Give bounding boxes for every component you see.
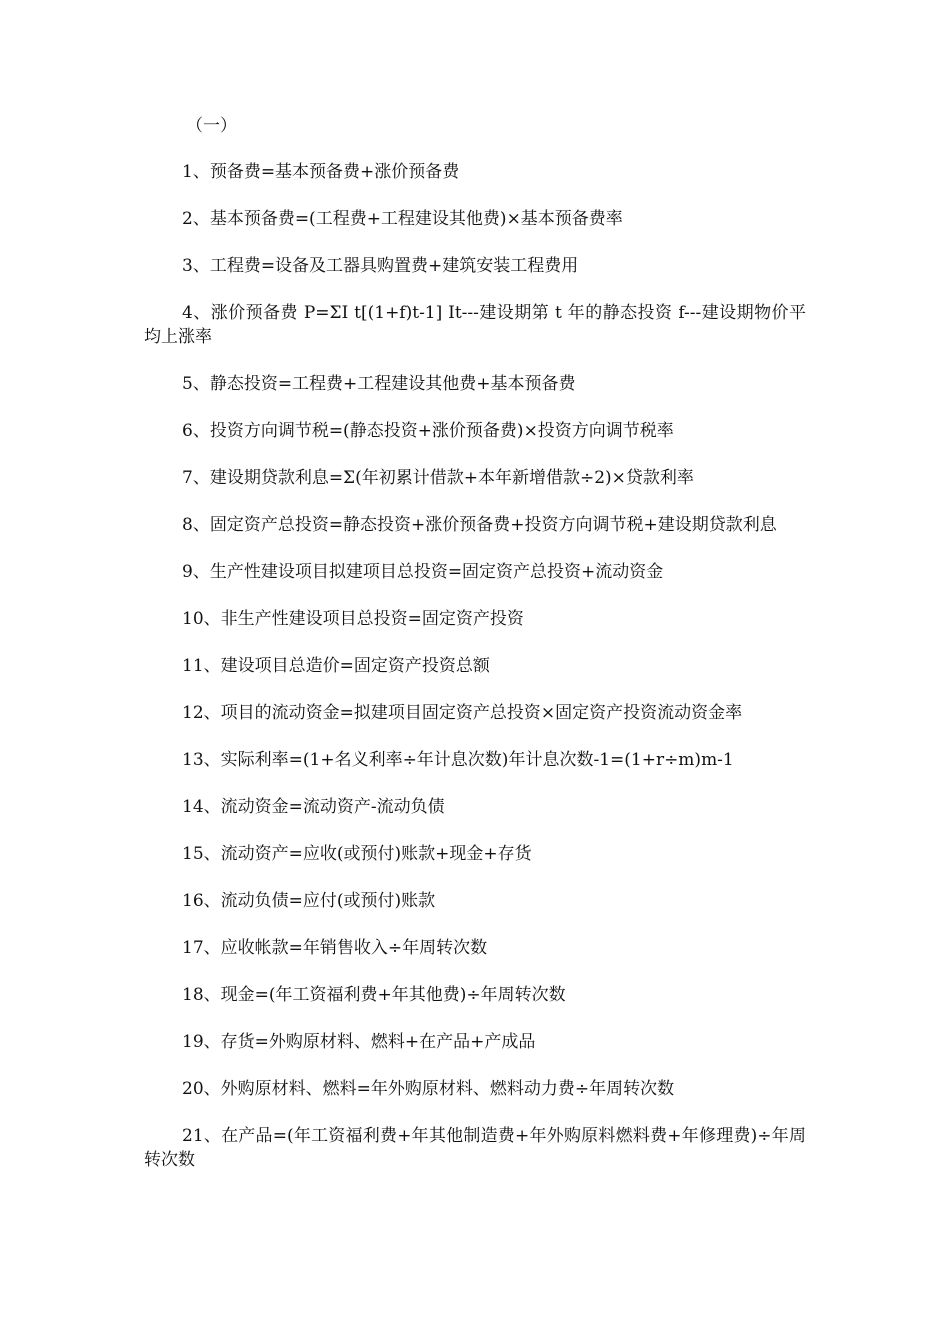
formula-item-18: 18、现金=(年工资福利费+年其他费)÷年周转次数 (182, 985, 566, 1005)
formula-item-6: 6、投资方向调节税=(静态投资+涨价预备费)×投资方向调节税率 (182, 421, 674, 441)
formula-list (144, 160, 806, 1195)
formula-item-19: 19、存货=外购原材料、燃料+在产品+产成品 (182, 1032, 536, 1052)
formula-item-1: 1、预备费=基本预备费+涨价预备费 (182, 162, 460, 182)
formula-item-12: 12、项目的流动资金=拟建项目固定资产总投资×固定资产投资流动资金率 (182, 703, 743, 723)
formula-item-7: 7、建设期贷款利息=Σ(年初累计借款+本年新增借款÷2)×贷款利率 (182, 468, 694, 488)
formula-item-8: 8、固定资产总投资=静态投资+涨价预备费+投资方向调节税+建设期贷款利息 (182, 515, 777, 535)
formula-item-11: 11、建设项目总造价=固定资产投资总额 (182, 656, 490, 676)
formula-item-14: 14、流动资金=流动资产-流动负债 (182, 797, 445, 817)
formula-item-5: 5、静态投资=工程费+工程建设其他费+基本预备费 (182, 374, 576, 394)
formula-item-10: 10、非生产性建设项目总投资=固定资产投资 (182, 609, 524, 629)
formula-item-16: 16、流动负债=应付(或预付)账款 (182, 891, 436, 911)
formula-item-4: 4、涨价预备费 P=ΣI t[(1+f)t-1] It---建设期第 t 年的静态投资 f---建设期物价平均上涨率 (144, 303, 806, 347)
formula-item-9: 9、生产性建设项目拟建项目总投资=固定资产总投资+流动资金 (182, 562, 664, 582)
formula-item-3: 3、工程费=设备及工器具购置费+建筑安装工程费用 (182, 256, 579, 276)
formula-item-21: 21、在产品=(年工资福利费+年其他制造费+年外购原料燃料费+年修理费)÷年周转次数 (144, 1126, 806, 1170)
section-heading: （一） (186, 116, 237, 136)
formula-item-17: 17、应收帐款=年销售收入÷年周转次数 (182, 938, 488, 958)
formula-item-15: 15、流动资产=应收(或预付)账款+现金+存货 (182, 844, 532, 864)
formula-item-13: 13、实际利率=(1+名义利率÷年计息次数)年计息次数-1=(1+r÷m)m-1 (182, 750, 734, 770)
formula-item-20: 20、外购原材料、燃料=年外购原材料、燃料动力费÷年周转次数 (182, 1079, 675, 1099)
formula-item-2: 2、基本预备费=(工程费+工程建设其他费)×基本预备费率 (182, 209, 623, 229)
